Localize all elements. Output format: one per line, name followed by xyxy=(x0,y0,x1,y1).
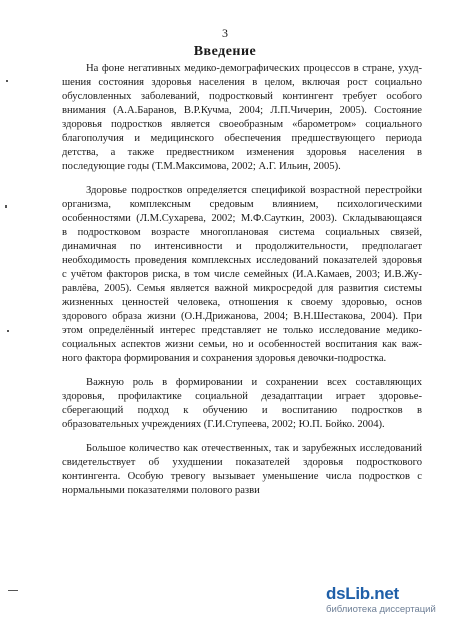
text-line: сберегающий подход к обучению и воспитанию подростков в xyxy=(62,405,422,416)
scan-mark xyxy=(7,330,9,332)
text-line: благополучия и медицинского обеспечения предшествующего периода xyxy=(62,133,422,144)
text-line: ного фактора формирования и сохранения здоровья девочки-подростка. xyxy=(62,353,387,364)
text-line: социальных аспектов жизни семьи, но и особенностей воспитания как важ- xyxy=(62,339,422,350)
text-line: организма, комплексным средовым влиянием, психологическими xyxy=(62,199,422,210)
text-line: здорового образа жизни (О.Н.Дрижанова, 2004; В.Н.Шестакова, 2004). При xyxy=(62,311,422,322)
text-line: здоровья, профилактике социальной дезадаптации играет здоровье- xyxy=(62,391,422,402)
text-line: На фоне негативных медико-демографических процессов в стране, ухуд- xyxy=(86,63,422,74)
text-line: в подростковом возрасте многоплановая система социальных связей, xyxy=(62,227,422,238)
text-line: равлёва, 2005). Семья является важной микросредой для развития системы xyxy=(62,283,422,294)
text-line: особенностями (Л.М.Сухарева, 2002; М.Ф.Сауткин, 2003). Складывающаяся xyxy=(62,213,422,224)
text-line: динамичная по интенсивности и продолжительности, предполагает xyxy=(62,241,422,252)
scan-mark xyxy=(8,590,18,591)
watermark-subtitle: библиотека диссертаций xyxy=(326,604,436,615)
text-line: Здоровье подростков определяется спецификой возрастной перестройки xyxy=(86,185,422,196)
text-line: контингента. Особую тревогу вызывает уменьшение числа подростков с xyxy=(62,471,422,482)
text-line: жизненных ценностей человека, отношения к своему здоровью, основ xyxy=(62,297,422,308)
text-line: этом определённый интерес представляет не только исследование медико- xyxy=(62,325,422,336)
text-line: необходимость проведения комплексных исследований показателей здоровья xyxy=(62,255,422,266)
text-line: детства, а также предвестником изменения здоровья населения в xyxy=(62,147,422,158)
text-line: шения состояния здоровья населения в целом, включая рост социально xyxy=(62,77,422,88)
text-line: свидетельствует об ухудшении показателей здоровья подросткового xyxy=(62,457,422,468)
text-line: нормальными показателями полового разви xyxy=(62,485,260,496)
text-line: с учётом факторов риска, в том числе семейных (И.А.Камаев, 2003; И.В.Жу- xyxy=(62,269,422,280)
text-line: Важную роль в формировании и сохранении всех составляющих xyxy=(86,377,422,388)
text-line: обусловленных заболеваний, подростковый контингент требует особого xyxy=(62,91,422,102)
text-line: здоровья подростков является своеобразным «барометром» социального xyxy=(62,119,422,130)
text-line: последующие годы (Т.М.Максимова, 2002; А.Г. Ильин, 2005). xyxy=(62,161,341,172)
page-number: 3 xyxy=(222,26,228,40)
text-line: Большое количество как отечественных, так и зарубежных исследований xyxy=(86,443,422,454)
text-line: внимания (А.А.Баранов, В.Р.Кучма, 2004; Л.П.Чичерин, 2005). Состояние xyxy=(62,105,422,116)
text-line: образовательных учреждениях (Г.И.Ступеева, 2002; Ю.П. Бойко. 2004). xyxy=(62,419,385,430)
section-title: Введение xyxy=(193,44,257,59)
watermark-logo: dsLib.net xyxy=(326,584,399,603)
scan-mark xyxy=(5,205,7,208)
scan-mark xyxy=(6,80,8,82)
dslib-watermark xyxy=(326,584,444,616)
